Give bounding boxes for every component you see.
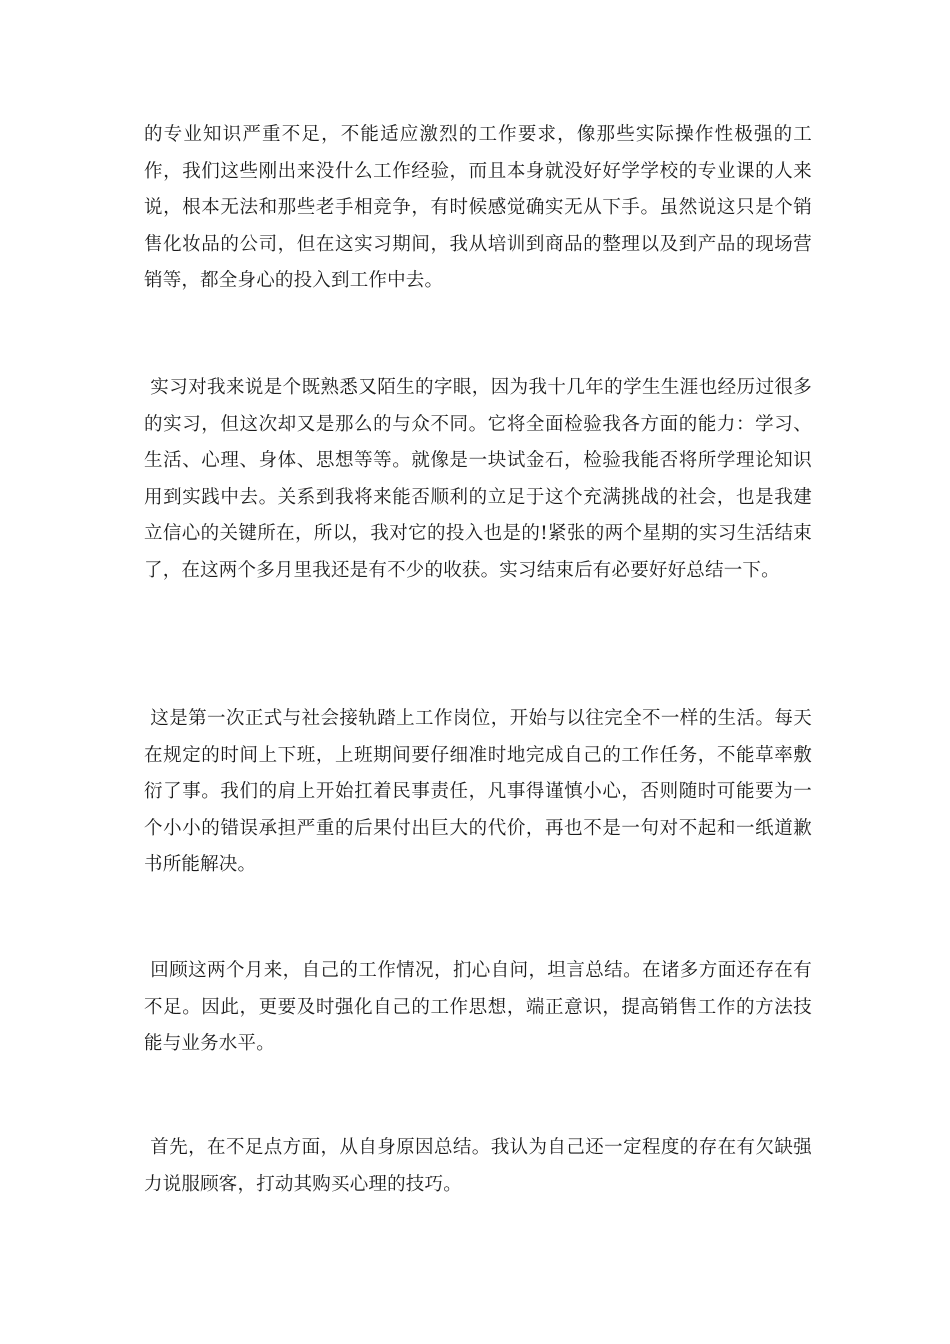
paragraph-1: 的专业知识严重不足，不能适应激烈的工作要求，像那些实际操作性极强的工作，我们这些刚出来没什么工作经验，而且本身就没好好学学校的专业课的人来说，根本无法和那些老手相竞争，有时候感觉确实无从下手。虽然说这只是个销售化妆品的公司，但在这实习期间，我从培训到商品的整理以及到产品的现场营销等，都全身心的投入到工作中去。 <box>144 124 812 291</box>
paragraph-4: 回顾这两个月来，自己的工作情况，扪心自问，坦言总结。在诸多方面还存在有不足。因此，更要及时强化自己的工作思想，端正意识，提高销售工作的方法技能与业务水平。 <box>144 960 812 1054</box>
paragraph-3: 这是第一次正式与社会接轨踏上工作岗位，开始与以往完全不一样的生活。每天在规定的时间上下班，上班期间要仔细准时地完成自己的工作任务，不能草率敷衍了事。我们的肩上开始扛着民事责任，凡事得谨慎小心，否则随时可能要为一个小小的错误承担严重的后果付出巨大的代价，再也不是一句对不起和一纸道歉书所能解决。 <box>144 708 812 875</box>
paragraph-5: 首先，在不足点方面，从自身原因总结。我认为自己还一定程度的存在有欠缺强力说服顾客，打动其购买心理的技巧。 <box>144 1137 812 1195</box>
paragraph-2: 实习对我来说是个既熟悉又陌生的字眼，因为我十几年的学生生涯也经历过很多的实习，但这次却又是那么的与众不同。它将全面检验我各方面的能力：学习、生活、心理、身体、思想等等。就像是一块试金石，检验我能否将所学理论知识用到实践中去。关系到我将来能否顺利的立足于这个充满挑战的社会，也是我建立信心的关键所在，所以，我对它的投入也是的!紧张的两个星期的实习生活结束了，在这两个多月里我还是有不少的收获。实习结束后有必要好好总结一下。 <box>144 377 812 581</box>
